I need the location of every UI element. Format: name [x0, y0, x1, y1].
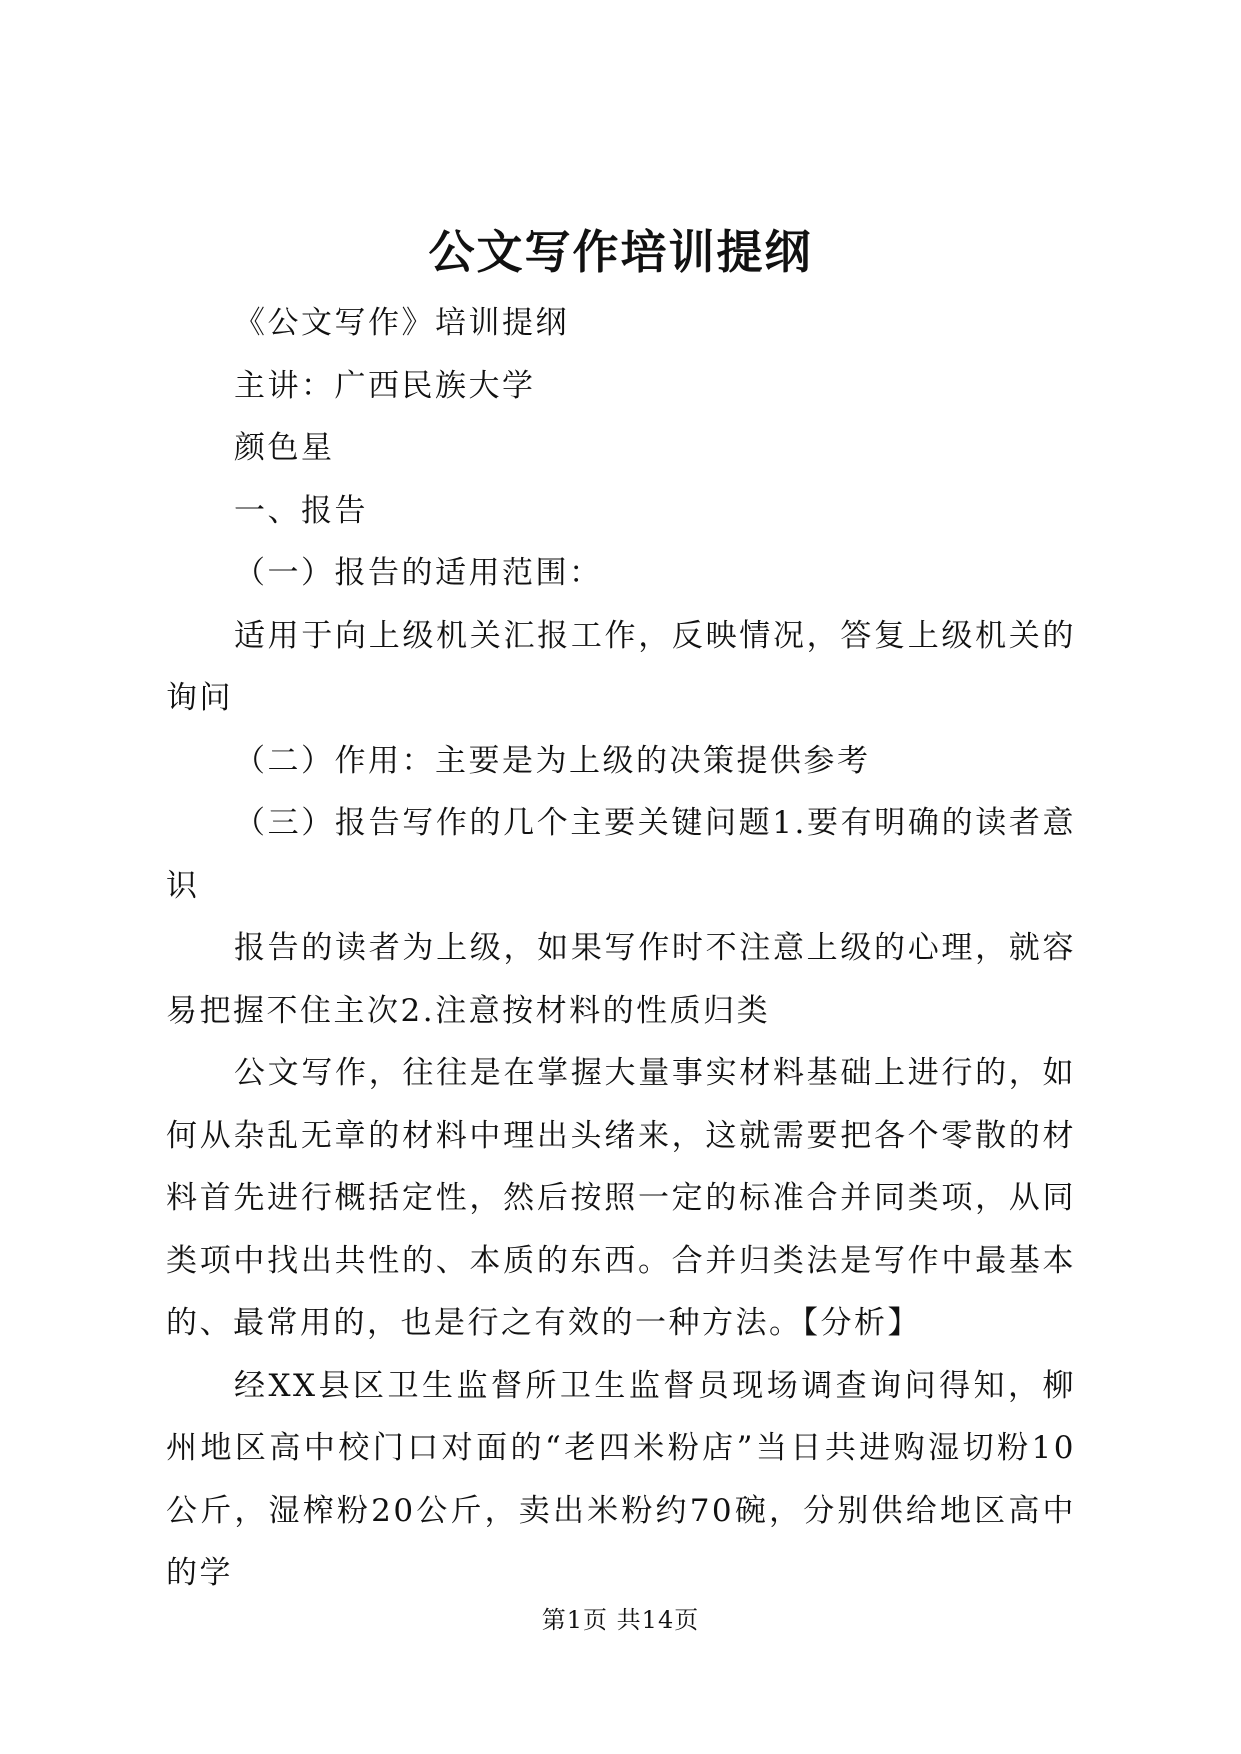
page-title: 公文写作培训提纲	[428, 225, 813, 279]
page-number-label: 第1页 共14页	[541, 1606, 700, 1634]
paragraph-case: 经XX县区卫生监督所卫生监督员现场调查询问得知，柳州地区高中校门口对面的“老四米粉店”当日共进购湿切粉10公斤，湿榨粉20公斤，卖出米粉约70碗，分别供给地区高中的学	[166, 1367, 1076, 1591]
paragraph-key-issues: （三）报告写作的几个主要关键问题1.要有明确的读者意识	[166, 805, 1076, 904]
paragraph-purpose: （二）作用：主要是为上级的决策提供参考	[234, 742, 871, 779]
page-footer	[0, 1604, 1241, 1636]
paragraph-scope-text: 适用于向上级机关汇报工作，反映情况，答复上级机关的询问	[166, 617, 1076, 716]
paragraph-reader: 报告的读者为上级，如果写作时不注意上级的心理，就容易把握不住主次2.注意按材料的性质归类	[166, 930, 1076, 1029]
paragraph-method: 公文写作，往往是在掌握大量事实材料基础上进行的，如何从杂乱无章的材料中理出头绪来，这就需要把各个零散的材料首先进行概括定性，然后按照一定的标准合并同类项，从同类项中找出共性的、本质的东西。合并归类法是写作中最基本的、最常用的，也是行之有效的一种方法。【分析】	[166, 1055, 1076, 1341]
paragraph-lecturer: 主讲：广西民族大学	[234, 367, 536, 404]
paragraph-section-heading: 一、报告	[234, 492, 368, 529]
paragraph-name: 颜色星	[234, 430, 335, 466]
paragraph-scope-heading: （一）报告的适用范围：	[234, 555, 603, 591]
paragraph-subtitle: 《公文写作》培训提纲	[234, 305, 569, 341]
document-body	[166, 292, 1076, 1605]
